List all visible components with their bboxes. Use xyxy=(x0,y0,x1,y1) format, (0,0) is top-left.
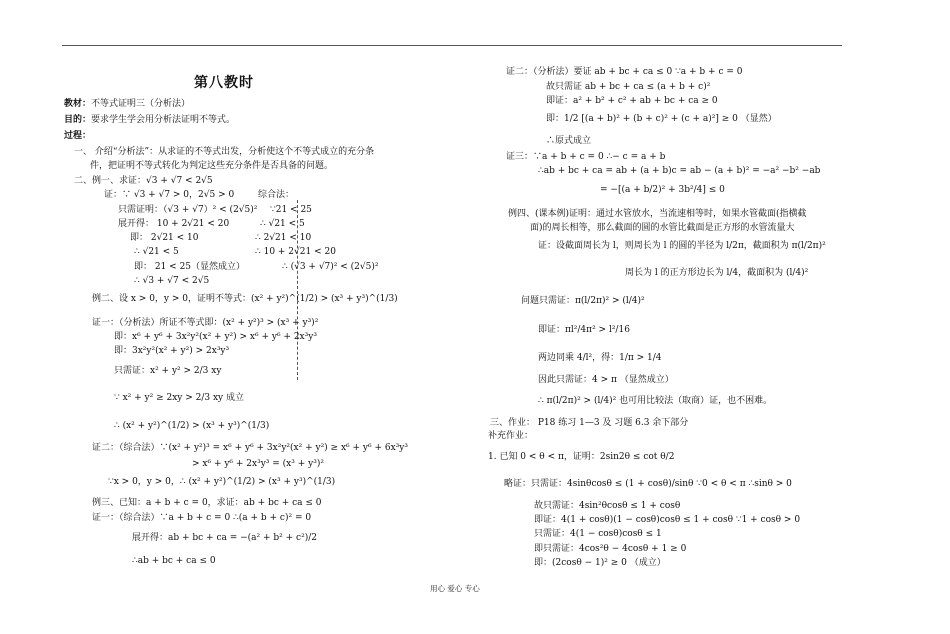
example3-step: 即：1/2 [(a + b)² + (b + c)² + (c + a)²] ≥ 0 （显然） xyxy=(546,114,777,124)
example1-synth-step: ∴ (√3 + √7)² < (2√5)² xyxy=(282,262,379,272)
example1-step: ∴ √21 < 5 xyxy=(134,247,179,257)
extra-step: 故只需证：4sin²θcosθ ≤ 1 + cosθ xyxy=(534,501,681,511)
extra-step: 只需证：4(1 − cosθ)cosθ ≤ 1 xyxy=(534,529,662,539)
example1-synth-step: ∴ 10 + 2√21 < 20 xyxy=(255,247,336,257)
extra-step: 即证：4(1 + cosθ)(1 − cosθ)cosθ ≤ 1 + cosθ ∵1 + cosθ > 0 xyxy=(534,515,801,525)
example3-step: 故只需证 ab + bc + ca ≤ (a + b + c)² xyxy=(546,82,711,92)
example2-statement: 例二、设 x > 0，y > 0，证明不等式：(x² + y²)^(1/2) > (x³ + y³)^(1/3) xyxy=(92,294,398,304)
example4-step: 因此只需证：4 > π （显然成立） xyxy=(538,375,674,385)
example3-proof3: 证三：∵a + b + c = 0 ∴− c = a + b xyxy=(506,152,666,162)
example4-statement: 例四、(课本例)证明：通过水管放水，当流速相等时，如果水管截面(指横截 xyxy=(508,209,807,219)
header-rule xyxy=(62,45,842,46)
example3-step: ∴原式成立 xyxy=(546,136,592,146)
example4-conclusion: ∴ π(l/2π)² > (l/4)² 也可用比较法（取商）证，也不困难。 xyxy=(538,396,773,406)
intro-line-1: 一、 介绍“分析法”：从求证的不等式出发，分析使这个不等式成立的充分条 xyxy=(74,147,375,157)
example1-synthetic-label: 综合法： xyxy=(258,190,295,200)
example4-statement-2: 面)的周长相等，那么截面的圆的水管比截面是正方形的水管流量大 xyxy=(530,223,795,233)
example2-step: > x⁶ + y⁶ + 2x³y³ = (x³ + y³)² xyxy=(192,459,324,469)
example4-step: 问题只需证：π(l/2π)² > (l/4)² xyxy=(521,296,645,306)
intro-line-2: 件，把证明不等式转化为判定这些充分条件是否具备的问题。 xyxy=(90,161,334,171)
example1-step: 即： 21 < 25（显然成立） xyxy=(134,262,246,272)
column-divider xyxy=(297,200,298,380)
example1-proof-start: 证：∵ √3 + √7 > 0，2√5 > 0 xyxy=(104,190,235,200)
example4-proof: 证：设截面周长为 l，则周长为 l 的圆的半径为 l/2π，截面积为 π(l/2π)² xyxy=(538,241,826,251)
example3-proof2: 证二：（分析法）要证 ab + bc + ca ≤ 0 ∵a + b + c = 0 xyxy=(506,67,743,77)
extra-conclusion: 即：(2cosθ − 1)² ≥ 0 （成立） xyxy=(534,558,666,568)
example1-synth-step: ∴ 2√21 < 10 xyxy=(255,233,312,243)
example2-step: 即：3x²y²(x² + y²) > 2x³y³ xyxy=(114,346,230,356)
example4-step: 即证：πl²/4π² > l²/16 xyxy=(538,325,630,335)
label-process: 过程： xyxy=(64,131,92,141)
example2-proof1: 证一：（分析法）所证不等式即：(x² + y²)³ > (x³ + y³)² xyxy=(92,318,319,328)
page-footer: 用心 爱心 专心 xyxy=(430,584,480,593)
example3-proof1: 证一：（综合法）∵a + b + c = 0 ∴(a + b + c)² = 0 xyxy=(92,513,312,523)
example1-synth-step: ∴ √21 < 5 xyxy=(260,219,305,229)
example4-step: 周长为 l 的正方形边长为 l/4，截面积为 (l/4)² xyxy=(625,268,809,278)
example1-synth-step: ∵21 < 25 xyxy=(270,205,312,215)
label-material: 教材：不等式证明三（分析法） xyxy=(64,99,191,109)
example2-conclusion: ∵x > 0，y > 0，∴ (x² + y²)^(1/2) > (x³ + y³)^(1/3) xyxy=(108,477,336,487)
example3-step: 展开得：ab + bc + ca = −(a² + b² + c²)/2 xyxy=(132,533,317,543)
example1-step: 只需证明：（√3 + √7）² < (2√5)² xyxy=(118,205,258,215)
example2-proof2: 证二：（综合法）∵(x² + y²)³ = x⁶ + y⁶ + 3x²y²(x² + y²) ≥ x⁶ + y⁶ + 6x³y³ xyxy=(92,443,408,453)
example2-step: 即：x⁶ + y⁶ + 3x²y²(x² + y²) > x⁶ + y⁶ + 2x³y³ xyxy=(114,332,317,342)
example3-step: ∴ab + bc + ca = ab + (a + b)c = ab − (a + b)² = −a² −b² −ab xyxy=(538,166,821,176)
example4-step: 两边同乘 4/l²，得：1/π > 1/4 xyxy=(538,353,662,363)
example1-conclusion: ∴ √3 + √7 < 2√5 xyxy=(134,276,210,286)
example3-step: 即证：a² + b² + c² + ab + bc + ca ≥ 0 xyxy=(546,96,718,106)
example1-step: 即： 2√21 < 10 xyxy=(130,233,199,243)
example2-step: ∴ (x² + y²)^(1/2) > (x³ + y³)^(1/3) xyxy=(114,421,270,431)
page-title: 第八教时 xyxy=(194,75,254,91)
homework: 三、作业： P18 练习 1—3 及 习题 6.3 余下部分 xyxy=(490,418,689,428)
extra-step: 即只需证：4cos²θ − 4cosθ + 1 ≥ 0 xyxy=(534,544,687,554)
example3-step: = −[(a + b/2)² + 3b²/4] ≤ 0 xyxy=(600,185,725,195)
extra-homework-label: 补充作业： xyxy=(488,431,534,441)
example1-statement: 二、例一、求证：√3 + √7 < 2√5 xyxy=(74,176,213,186)
extra-problem-1: 1. 已知 0 < θ < π，证明：2sin2θ ≤ cot θ/2 xyxy=(488,452,675,462)
example2-step: 只需证：x² + y² > 2/3 xy xyxy=(114,366,222,376)
label-purpose: 目的：要求学生学会用分析法证明不等式。 xyxy=(64,115,236,125)
extra-proof: 略证：只需证：4sinθcosθ ≤ (1 + cosθ)/sinθ ∵0 < θ < π ∴sinθ > 0 xyxy=(504,479,792,489)
example2-step: ∵ x² + y² ≥ 2xy > 2/3 xy 成立 xyxy=(114,393,245,403)
example1-step: 展开得： 10 + 2√21 < 20 xyxy=(118,219,230,229)
example3-conclusion: ∴ab + bc + ca ≤ 0 xyxy=(132,556,216,566)
example3-statement: 例三、已知：a + b + c = 0，求证：ab + bc + ca ≤ 0 xyxy=(92,498,322,508)
